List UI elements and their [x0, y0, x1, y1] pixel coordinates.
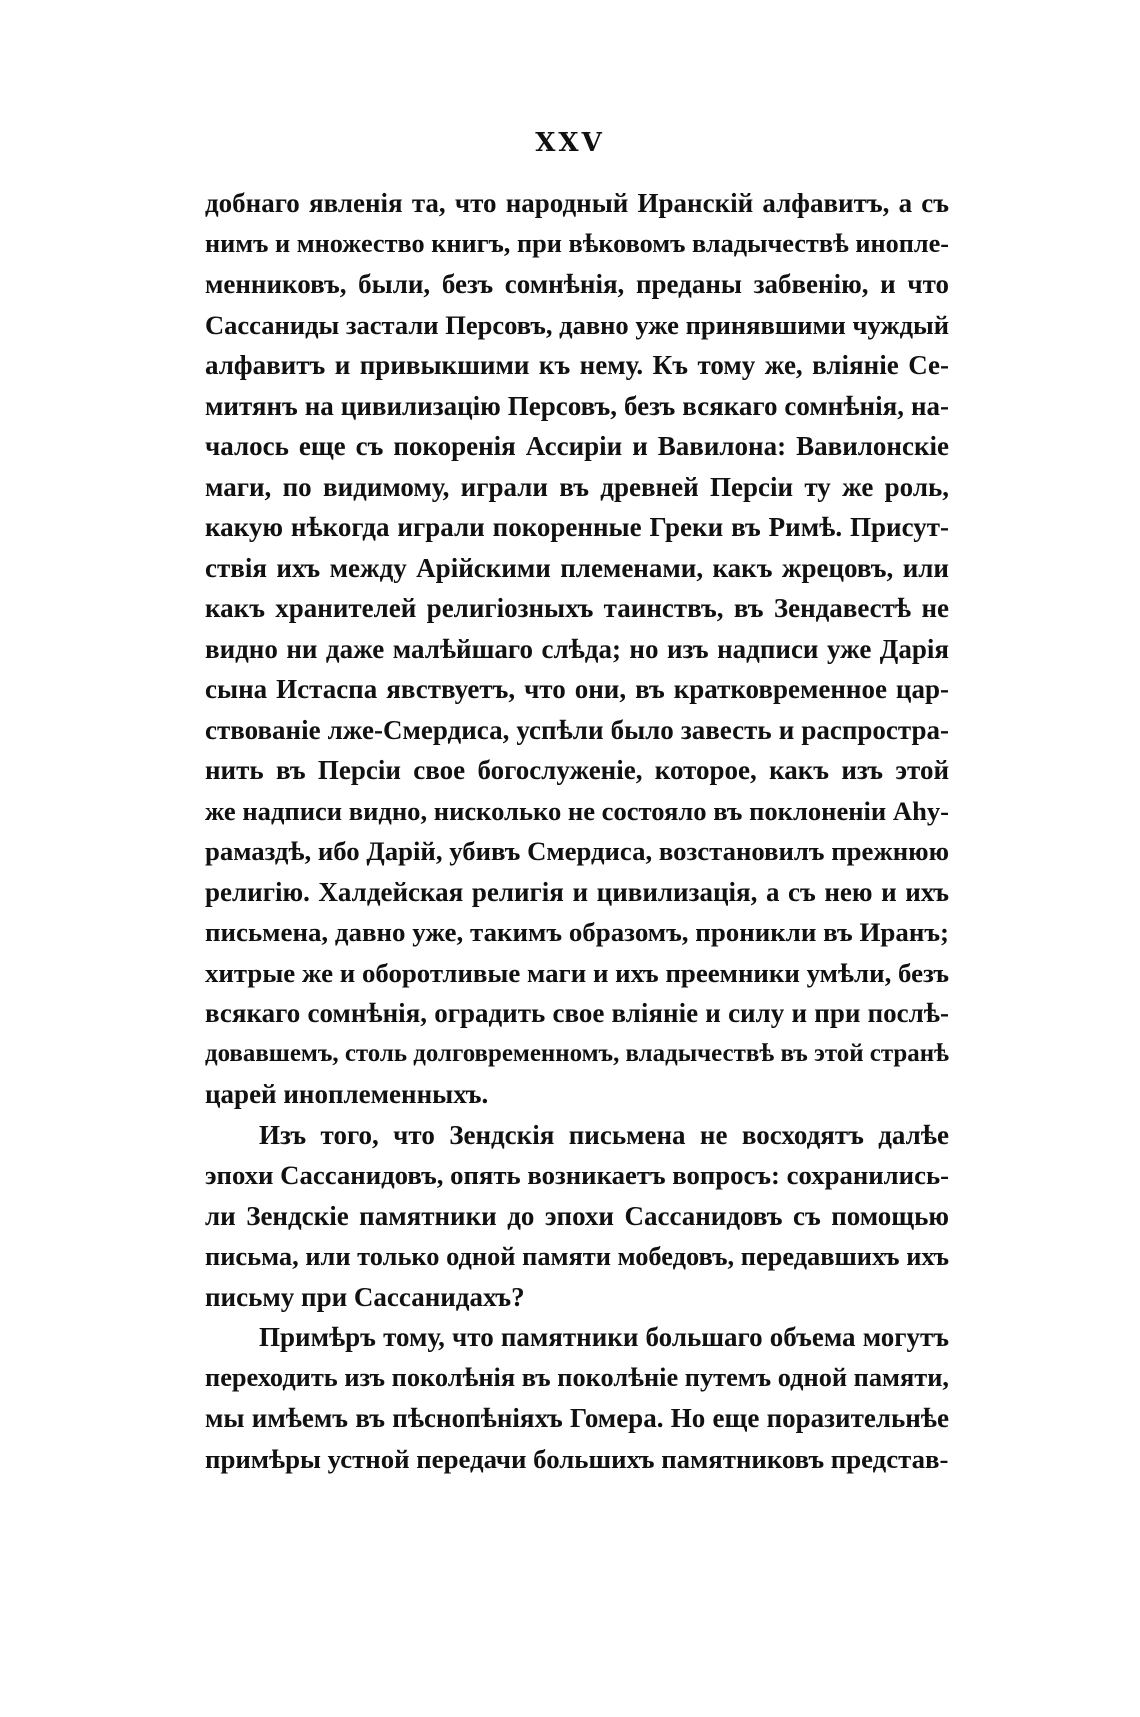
text-line: какую нѣкогда играли покоренные Греки въ Римѣ. Присут-	[205, 512, 949, 542]
text-line: письма, или только одной памяти мобедовъ, передавшихъ ихъ	[205, 1241, 949, 1271]
text-line: менниковъ, были, безъ сомнѣнія, преданы забвенію, и что	[205, 269, 949, 299]
paragraph	[205, 183, 949, 1115]
text-line: нить въ Персіи свое богослуженіе, которое, какъ изъ этой	[205, 755, 949, 785]
text-line: царей иноплеменныхъ.	[205, 1079, 489, 1109]
text-line: маги, по видимому, играли въ древней Персіи ту же роль,	[205, 471, 949, 502]
text-line: эпохи Сассанидовъ, опять возникаетъ вопросъ: сохранились-	[205, 1160, 949, 1190]
text-line: хитрые же и оборотливые маги и ихъ преемники умѣли, безъ	[205, 957, 949, 988]
text-line: ли Зендскіе памятники до эпохи Сассанидовъ съ помощью	[205, 1200, 949, 1231]
text-line: нимъ и множество книгъ, при вѣковомъ владычествѣ инопле-	[205, 228, 949, 258]
text-line: митянъ на цивилизацію Персовъ, безъ всякаго сомнѣнія, на-	[205, 390, 949, 421]
paragraph	[205, 1115, 949, 1318]
text-line: мы имѣемъ въ пѣснопѣніяхъ Гомера. Но еще поразительнѣе	[205, 1403, 949, 1433]
text-line: добнаго явленія та, что народный Иранскій алфавитъ, а съ	[205, 188, 949, 218]
text-line: ствія ихъ между Арійскими племенами, какъ жрецовъ, или	[205, 552, 949, 583]
text-line: алфавитъ и привыкшими къ нему. Къ тому же, вліяніе Се-	[205, 350, 949, 380]
text-line: рамаздѣ, ибо Дарій, убивъ Смердиса, возстановилъ прежнюю	[205, 836, 949, 866]
text-line: сына Истаспа явствуетъ, что они, въ кратковременное цар-	[205, 674, 949, 704]
text-line: религію. Халдейская религія и цивилизація, а съ нею и ихъ	[205, 876, 949, 907]
text-line: ствованіе лже-Смердиса, успѣли было завесть и распростра-	[205, 714, 949, 745]
text-line: Примѣръ тому, что памятники большаго объема могутъ	[259, 1322, 949, 1352]
text-line: чалось еще съ покоренія Ассиріи и Вавилона: Вавилонскіе	[205, 431, 949, 461]
text-line: письмена, давно уже, такимъ образомъ, проникли въ Иранъ;	[205, 917, 949, 947]
text-line: Изъ того, что Зендскія письмена не восходятъ далѣе	[259, 1119, 949, 1150]
text-line: Сассаниды застали Персовъ, давно уже принявшими чуждый	[205, 309, 949, 340]
text-line: письму при Сассанидахъ?	[205, 1281, 525, 1312]
body-text	[205, 183, 949, 1479]
paragraph	[205, 1317, 949, 1479]
text-line: какъ хранителей религіозныхъ таинствъ, въ Зендавестѣ не	[205, 593, 949, 623]
text-line: видно ни даже малѣйшаго слѣда; но изъ надписи уже Дарія	[205, 633, 949, 664]
page-number: XXV	[535, 128, 605, 158]
text-line: примѣры устной передачи большихъ памятниковъ представ-	[205, 1443, 949, 1474]
text-line: переходить изъ поколѣнія въ поколѣніе путемъ одной памяти,	[205, 1362, 949, 1392]
text-line: довавшемъ, столь долговременномъ, владычествѣ въ этой странѣ	[205, 1039, 949, 1067]
text-line: же надписи видно, нисколько не состояло въ поклоненіи Аһу-	[205, 795, 949, 826]
text-line: всякаго сомнѣнія, оградить свое вліяніе и силу и при послѣ-	[205, 998, 949, 1028]
